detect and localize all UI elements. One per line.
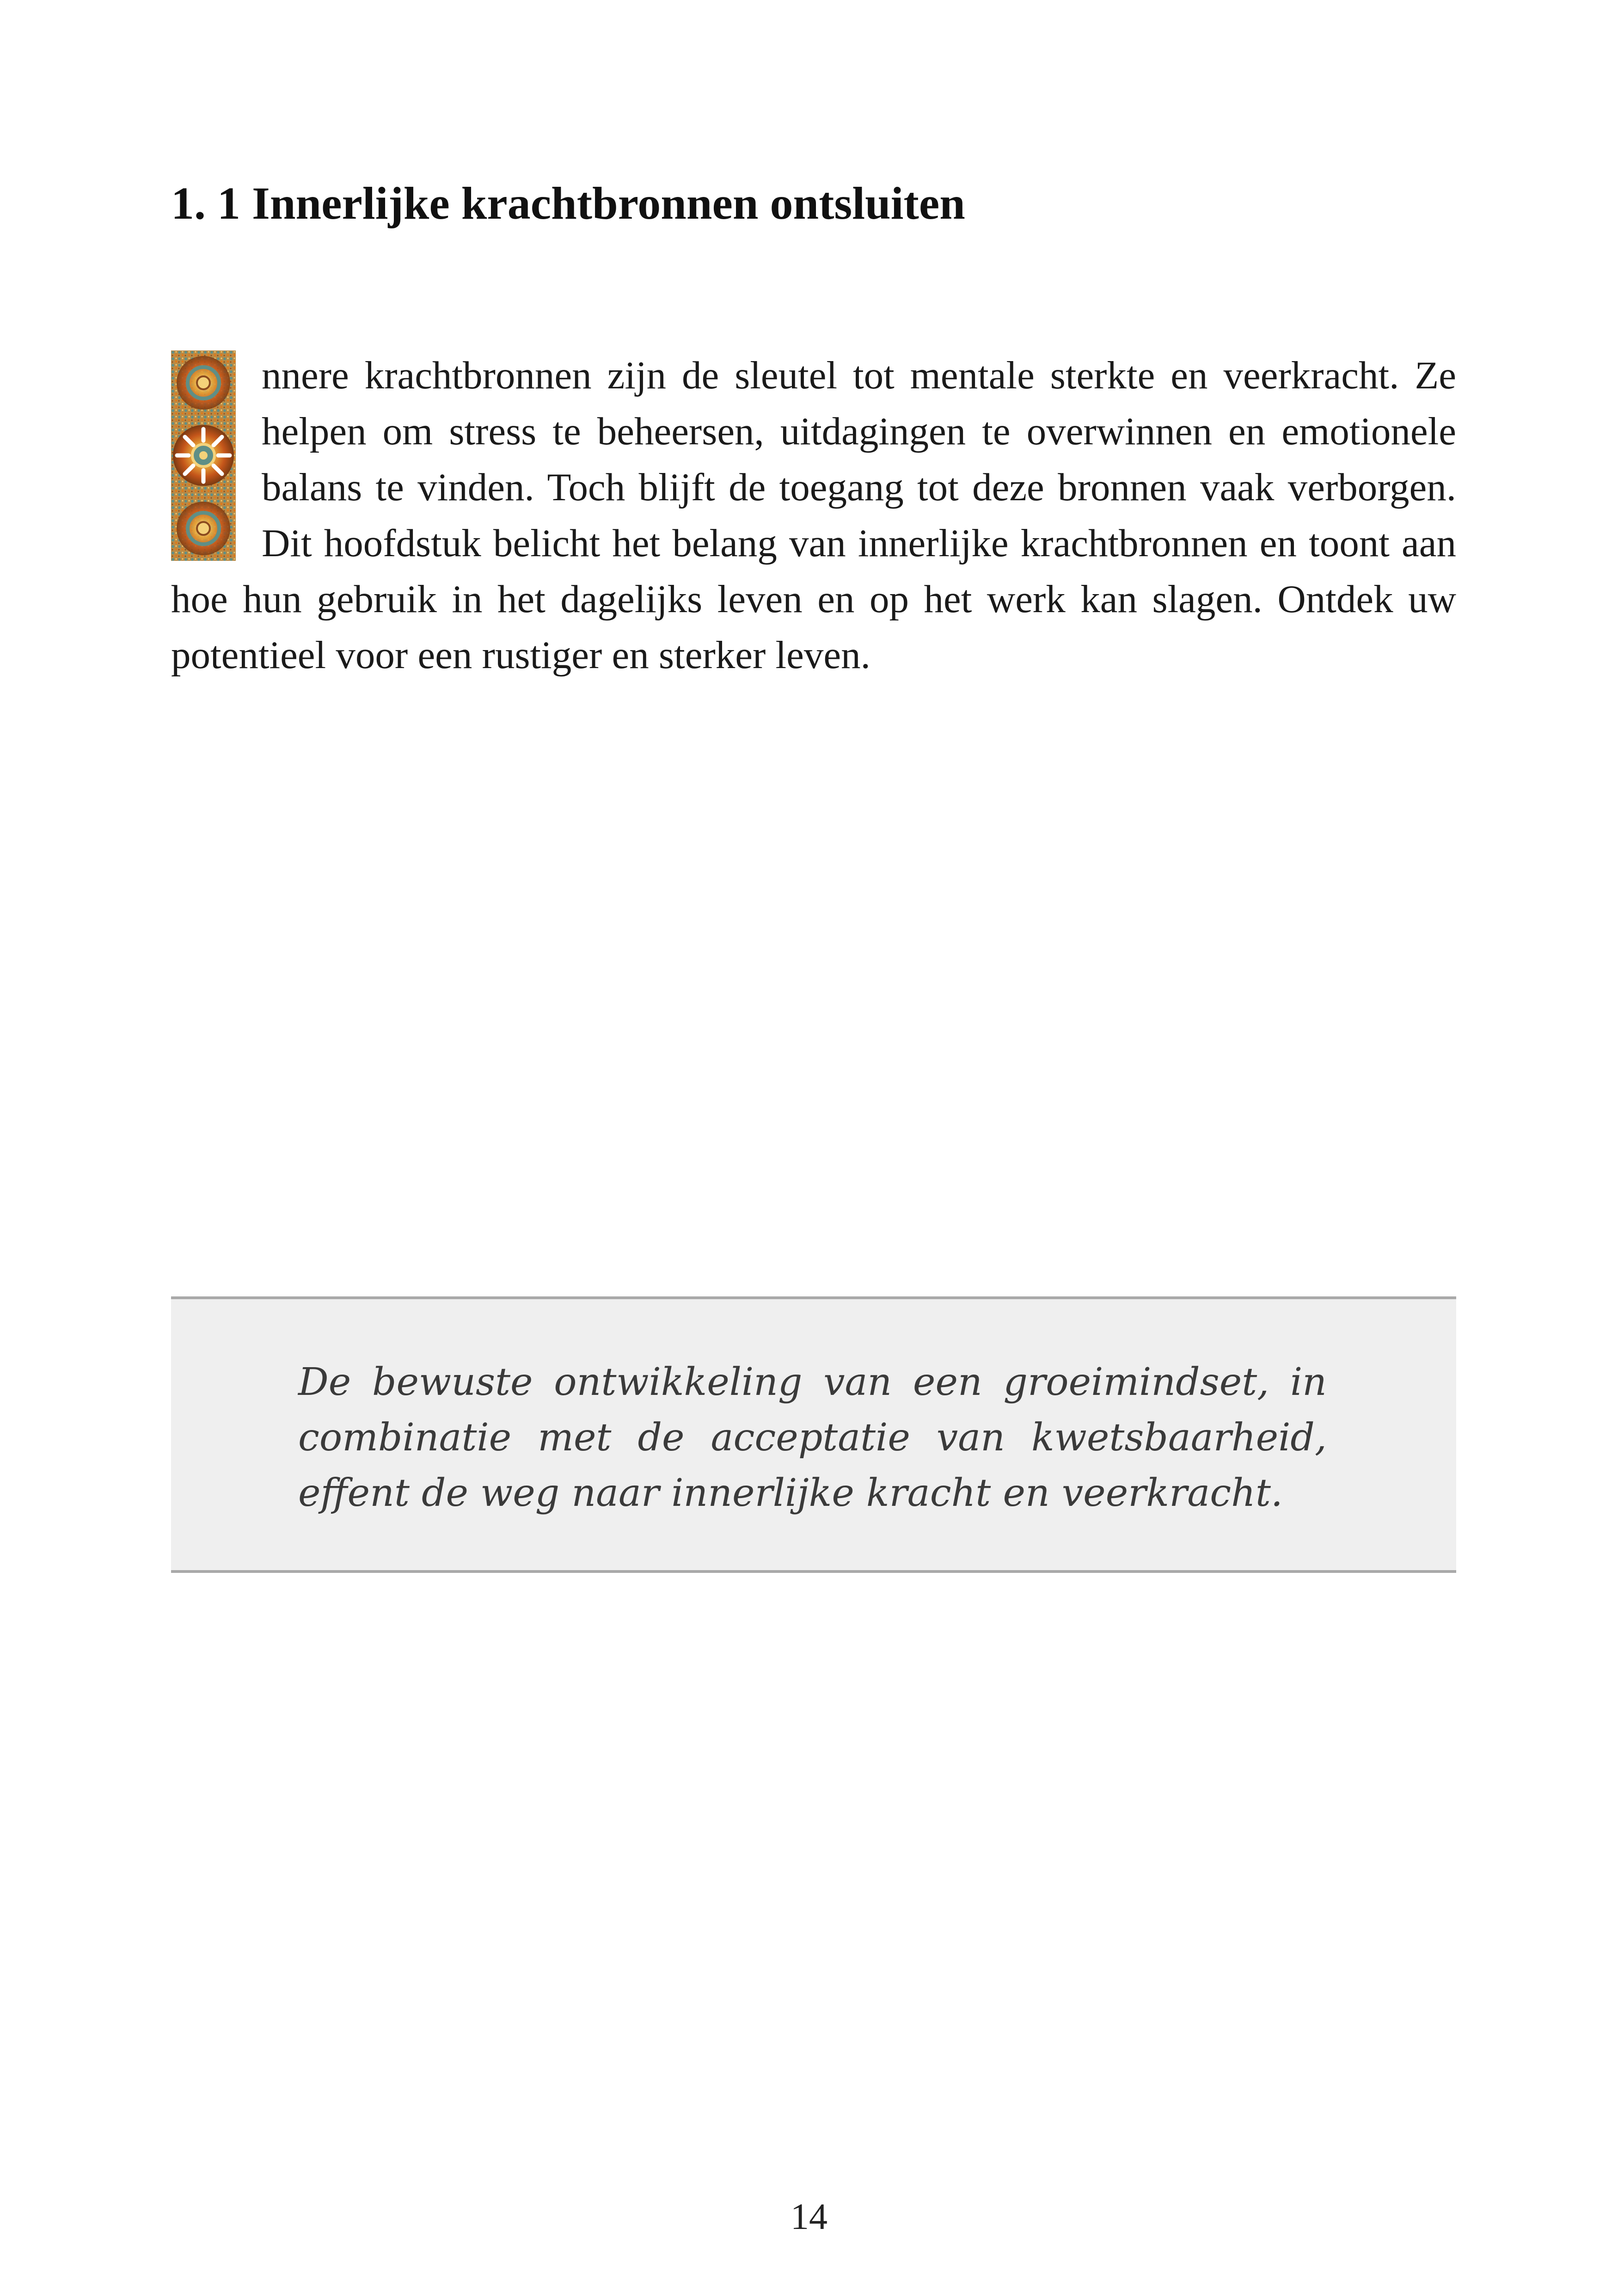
pull-quote-text: De bewuste ontwikkeling van een groeimindset, in combinatie met de acceptatie van kwetsbaarheid, effent de weg naar innerlijke kracht en veerkracht. <box>298 1360 1327 1515</box>
chapter-title: 1. 1 Innerlijke krachtbronnen ontsluiten <box>171 178 965 229</box>
intro-paragraph-text: nnere krachtbronnen zijn de sleutel tot mentale sterkte en veerkracht. Ze helpen om stress te beheersen, uitdagingen te overwinnen en emotionele balans te vinden. Toch blijft de toegang tot deze bronnen vaak verborgen. Dit hoofdstuk belicht het belang van innerlijke krachtbronnen en toont aan hoe hun gebruik in het dagelijks leven en op het werk kan slagen. Ontdek uw potentieel voor een rustiger en sterker leven. <box>171 354 1456 677</box>
page-number: 14 <box>791 2197 827 2237</box>
pull-quote-box <box>171 1296 1456 1573</box>
mandala-ornament-icon <box>171 350 236 561</box>
intro-paragraph <box>171 348 1456 683</box>
drop-cap-ornament <box>171 350 236 561</box>
